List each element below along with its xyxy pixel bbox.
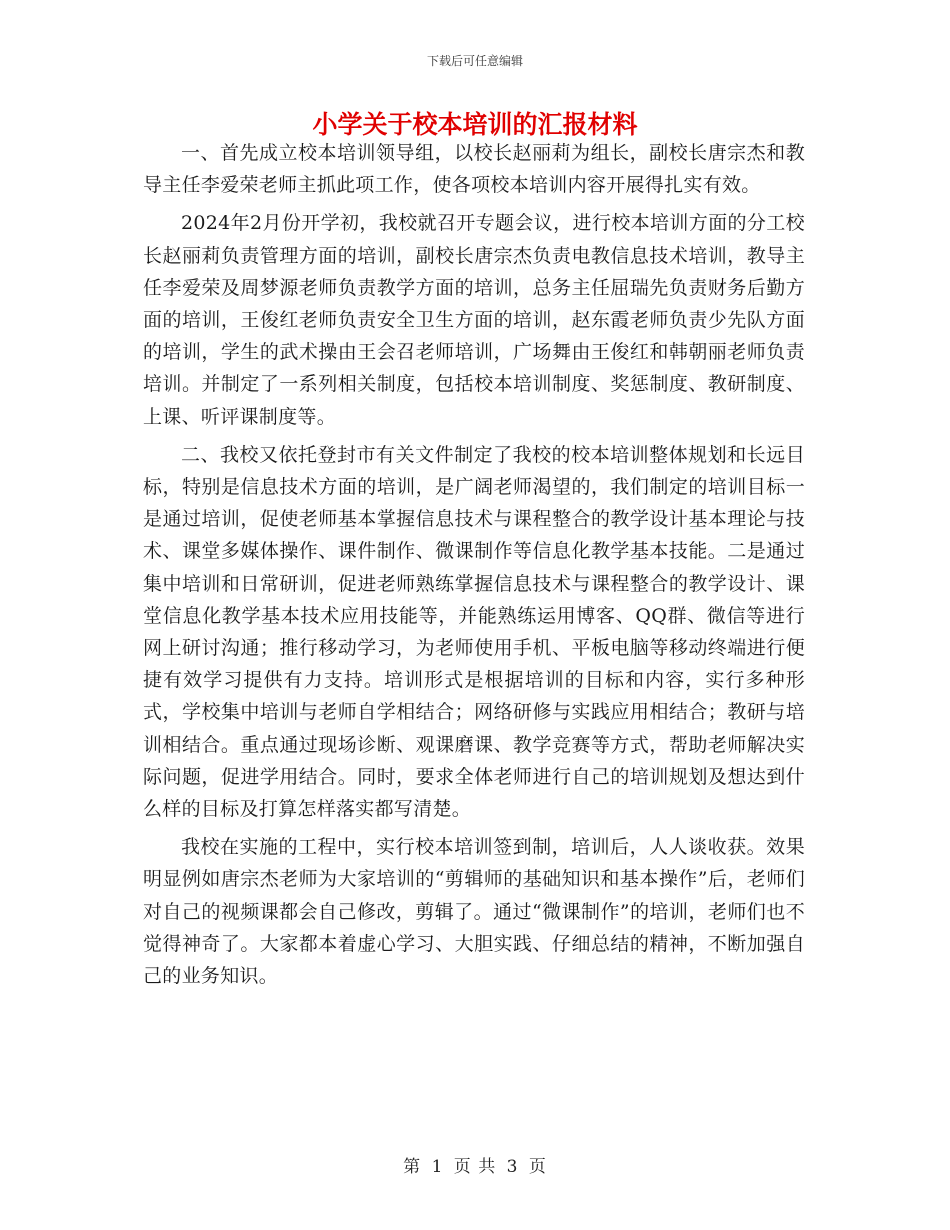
header-note: 下载后可任意编辑 <box>426 54 523 68</box>
paragraph: 我校在实施的工程中，实行校本培训签到制，培训后，人人谈收获。效果明显例如唐宗杰老师为大家培训的“剪辑师的基础知识和基本操作”后，老师们对自己的视频课都会自己修改，剪辑了。通过“微课制作”的培训，老师们也不觉得神奇了。大家都本着虚心学习、大胆实践、仔细总结的精神，不断加强自己的业务知识。 <box>143 836 805 988</box>
page-footer <box>0 1152 950 1177</box>
document-title: 小学关于校本培训的汇报材料 <box>312 110 638 139</box>
page-number-total: 3 <box>506 1157 519 1177</box>
paragraph: 2024年2月份开学初，我校就召开专题会议，进行校本培训方面的分工校长赵丽莉负责管理方面的培训，副校长唐宗杰负责电教信息技术培训，教导主任李爱荣及周梦源老师负责教学方面的培训，总务主任屈瑞先负责财务后勤方面的培训，王俊红老师负责安全卫生方面的培训，赵东霞老师负责少先队方面的培训，学生的武术操由王会召老师培训，广场舞由王俊红和韩朝丽老师负责培训。并制定了一系列相关制度，包括校本培训制度、奖惩制度、教研制度、上课、听评课制度等。 <box>143 212 805 428</box>
page-number-suffix: 页 <box>528 1157 547 1177</box>
page-number-prefix: 第 <box>403 1157 422 1177</box>
page-header <box>0 52 950 69</box>
document-body <box>143 137 805 998</box>
paragraph: 二、我校又依托登封市有关文件制定了我校的校本培训整体规划和长远目标，特别是信息技术方面的培训，是广阔老师渴望的，我们制定的培训目标一是通过培训，促使老师基本掌握信息技术与课程整合的教学设计基本理论与技术、课堂多媒体操作、课件制作、微课制作等信息化教学基本技能。二是通过集中培训和日常研训，促进老师熟练掌握信息技术与课程整合的教学设计、课堂信息化教学基本技术应用技能等，并能熟练运用博客、QQ群、微信等进行网上研讨沟通；推行移动学习，为老师使用手机、平板电脑等移动终端进行便捷有效学习提供有力支持。培训形式是根据培训的目标和内容，实行多种形式，学校集中培训与老师自学相结合；网络研修与实践应用相结合；教研与培训相结合。重点通过现场诊断、观课磨课、教学竞赛等方式，帮助老师解决实际问题，促进学用结合。同时，要求全体老师进行自己的培训规划及想达到什么样的目标及打算怎样落实都写清楚。 <box>143 443 805 821</box>
paragraph: 一、首先成立校本培训领导组，以校长赵丽莉为组长，副校长唐宗杰和教导主任李爱荣老师主抓此项工作，使各项校本培训内容开展得扎实有效。 <box>143 142 805 197</box>
page-number-current: 1 <box>431 1157 444 1177</box>
page-number-mid: 页 共 <box>453 1157 497 1177</box>
